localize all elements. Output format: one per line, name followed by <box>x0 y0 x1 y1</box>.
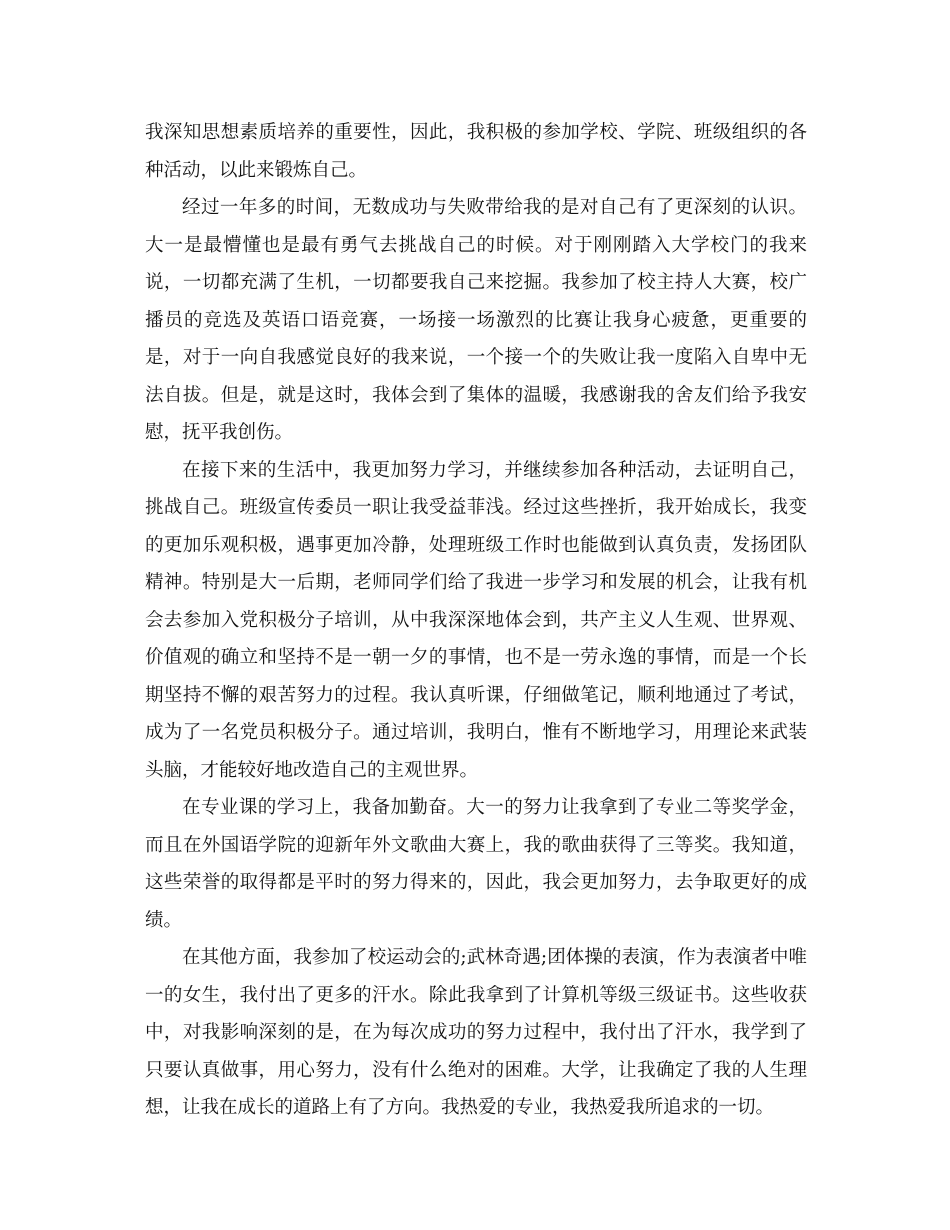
document-body <box>145 114 807 1127</box>
paragraph-4: 在专业课的学习上，我备加勤奋。大一的努力让我拿到了专业二等奖学金，而且在外国语学院的迎新年外文歌曲大赛上，我的歌曲获得了三等奖。我知道，这些荣誉的取得都是平时的努力得来的，因此，我会更加努力，去争取更好的成绩。 <box>145 797 807 931</box>
paragraph-5: 在其他方面，我参加了校运动会的;武林奇遇;团体操的表演，作为表演者中唯一的女生，我付出了更多的汗水。除此我拿到了计算机等级三级证书。这些收获中，对我影响深刻的是，在为每次成功的努力过程中，我付出了汗水，我学到了只要认真做事，用心努力，没有什么绝对的困难。大学，让我确定了我的人生理想，让我在成长的道路上有了方向。我热爱的专业，我热爱我所追求的一切。 <box>145 947 807 1118</box>
paragraph-3: 在接下来的生活中，我更加努力学习，并继续参加各种活动，去证明自己，挑战自己。班级宣传委员一职让我受益菲浅。经过这些挫折，我开始成长，我变的更加乐观积极，遇事更加冷静，处理班级工作时也能做到认真负责，发扬团队精神。特别是大一后期，老师同学们给了我进一步学习和发展的机会，让我有机会去参加入党积极分子培训，从中我深深地体会到，共产主义人生观、世界观、价值观的确立和坚持不是一朝一夕的事情，也不是一劳永逸的事情，而是一个长期坚持不懈的艰苦努力的过程。我认真听课，仔细做笔记，顺利地通过了考试，成为了一名党员积极分子。通过培训，我明白，惟有不断地学习，用理论来武装头脑，才能较好地改造自己的主观世界。 <box>145 459 807 781</box>
paragraph-1: 我深知思想素质培养的重要性，因此，我积极的参加学校、学院、班级组织的各种活动，以此来锻炼自己。 <box>145 122 807 181</box>
paragraph-2: 经过一年多的时间，无数成功与失败带给我的是对自己有了更深刻的认识。大一是最懵懂也是最有勇气去挑战自己的时候。对于刚刚踏入大学校门的我来说，一切都充满了生机，一切都要我自己来挖掘。我参加了校主持人大赛，校广播员的竞选及英语口语竞赛，一场接一场激烈的比赛让我身心疲惫，更重要的是，对于一向自我感觉良好的我来说，一个接一个的失败让我一度陷入自卑中无法自拔。但是，就是这时，我体会到了集体的温暖，我感谢我的舍友们给予我安慰，抚平我创伤。 <box>145 197 807 443</box>
